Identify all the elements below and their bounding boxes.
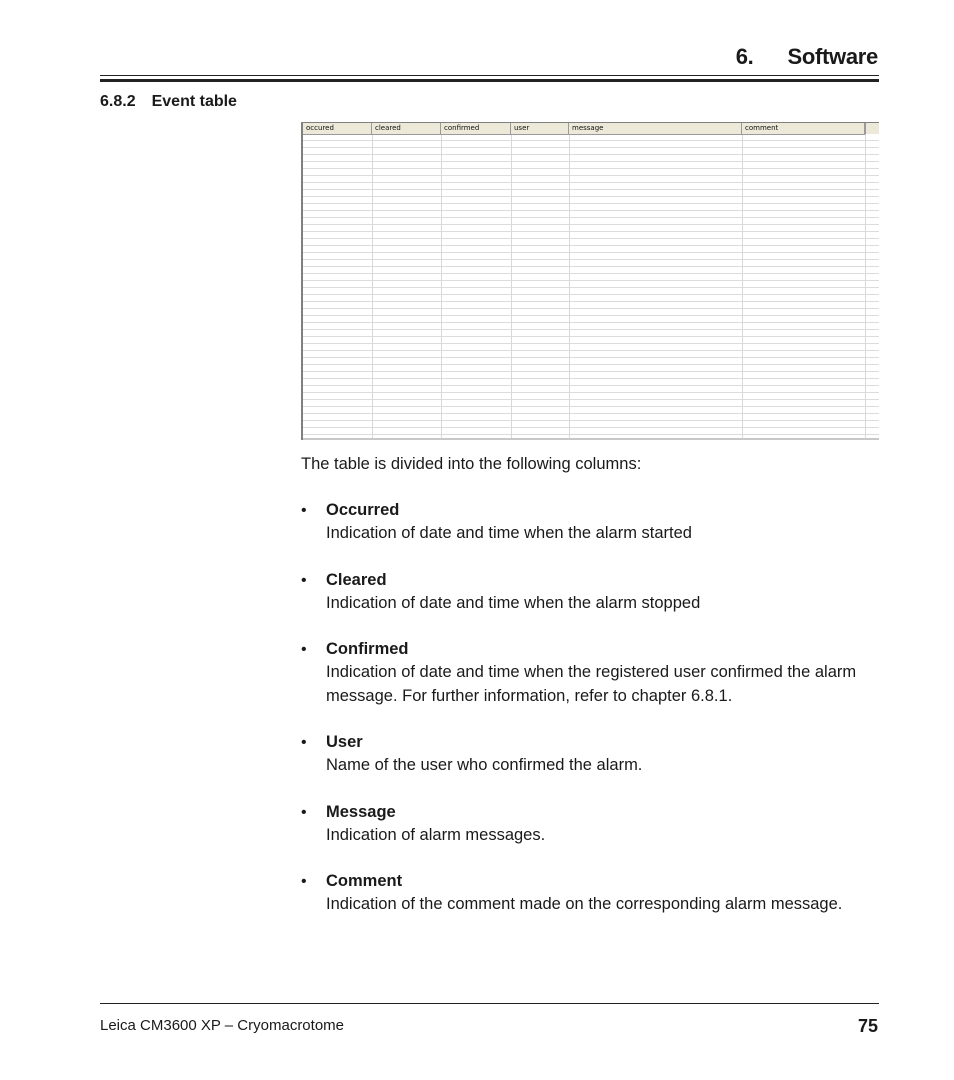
event-table-screenshot [301,122,879,440]
item-title: User [326,733,363,751]
item-description: Indication of date and time when the alarm started [326,524,692,542]
item-title: Confirmed [326,640,409,658]
grid-divider [569,134,570,440]
column-header-comment: comment [742,123,865,134]
footer-product: Leica CM3600 XP – Cryomacrotome [100,1017,344,1034]
table-header-row [303,123,865,135]
item-description: Indication of alarm messages. [326,825,546,844]
column-header-message: message [569,123,742,134]
column-header-confirmed: confirmed [441,123,511,134]
grid-divider [742,134,743,440]
list-item [301,638,879,708]
table-bottom-edge [303,438,879,440]
header-rule-thin [100,75,879,76]
page-number: 75 [857,1016,878,1036]
section-heading [100,93,237,111]
column-descriptions [301,499,879,917]
list-item [301,499,879,546]
item-title: Message [326,802,396,821]
table-grid-rows [303,134,879,440]
grid-divider [372,134,373,440]
grid-divider [511,134,512,440]
grid-divider [865,134,866,440]
item-description: Indication of date and time when the registered user confirmed the alarm message. For further information, refer to chapter 6.8.1. [326,663,857,705]
column-header-user: user [511,123,569,134]
bullet-icon: • [301,803,307,821]
chapter-header [736,44,878,70]
grid-divider [441,134,442,440]
item-title: Comment [326,872,403,890]
item-title: Occurred [326,501,400,519]
bullet-icon: • [301,641,307,658]
item-description: Indication of the comment made on the corresponding alarm message. [326,895,843,913]
header-rule-thick [100,79,879,82]
list-item [301,731,879,778]
column-header-occured: occured [303,123,372,134]
section-number: 6.8.2 [100,93,136,110]
bullet-icon: • [301,873,307,890]
bullet-icon: • [301,502,307,519]
footer-rule [100,1003,879,1004]
item-title: Cleared [326,570,387,589]
item-description: Name of the user who confirmed the alarm. [326,756,643,774]
bullet-icon: • [301,571,307,589]
list-item [301,569,879,616]
item-description: Indication of date and time when the alarm stopped [326,593,701,612]
intro-text: The table is divided into the following columns: [301,455,642,473]
chapter-title: Software [787,44,878,69]
bullet-icon: • [301,734,307,751]
scrollbar-corner [865,123,879,134]
column-header-cleared: cleared [372,123,441,134]
list-item [301,801,879,848]
list-item [301,870,879,917]
chapter-number: 6. [735,44,754,69]
section-title: Event table [151,93,237,110]
